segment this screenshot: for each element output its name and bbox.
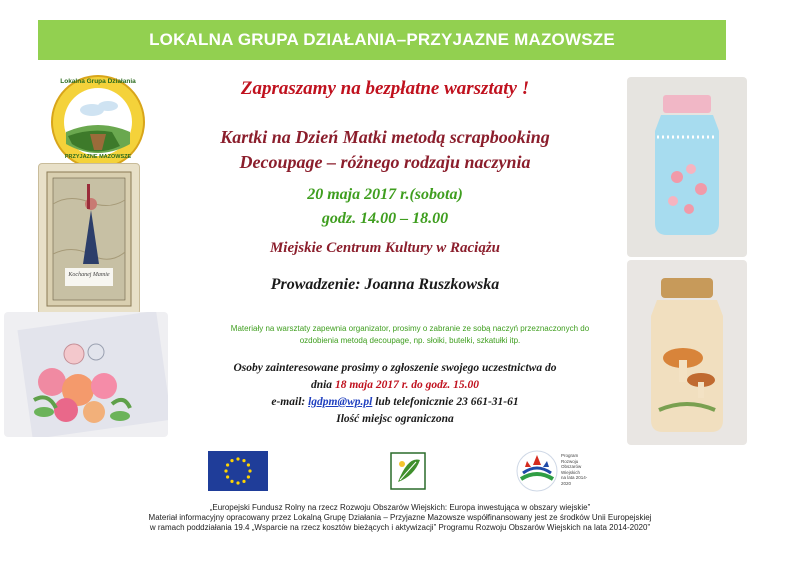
footer-line-3: w ramach poddziałania 19.4 „Wsparcie na rzecz kosztów bieżących i aktywizacji” Programu Rozwoju Obszarów Wiejskich na lata 2014-2020” [149, 523, 651, 532]
email-link[interactable]: lgdpm@wp.pl [308, 396, 373, 408]
workshop-topic-1: Kartki na Dzień Matki metodą scrapbooking [220, 127, 550, 147]
card-photo [38, 163, 140, 315]
logo-text-top: Lokalna Grupa Działania [60, 78, 136, 85]
jar-photo-mushroom [627, 260, 747, 445]
card-illustration [39, 164, 139, 314]
prow-text-3: Obszarów [561, 464, 582, 469]
prow-logo [515, 449, 595, 493]
email-label: e-mail: [271, 396, 306, 408]
footer-note [80, 503, 720, 533]
signup-deadline: 18 maja 2017 r. do godz. 15.00 [334, 379, 480, 391]
eu-flag [208, 451, 268, 491]
prow-text-5: na lata 2014-2020 [561, 475, 588, 486]
workshop-place: Miejskie Centrum Kultury w Raciążu [269, 240, 501, 256]
materials-line-1: Materiały na warsztaty zapewnia organizator, prosimy o zabranie ze sobą naczyń przeznaczonych do [230, 324, 590, 333]
signup-info [170, 360, 620, 428]
signup-date-prefix: dnia [310, 379, 333, 391]
header-title: LOKALNA GRUPA DZIAŁANIA–PRZYJAZNE MAZOWSZE [149, 30, 615, 49]
jar-photo-blue [627, 77, 747, 257]
prow-text [561, 453, 595, 486]
signup-line-2 [170, 377, 620, 394]
prow-text-4: Wiejskich [561, 469, 581, 475]
header-banner [38, 20, 726, 60]
jar-blue-illustration [627, 77, 747, 257]
workshop-topic-2: Decoupage – różnego rodzaju naczynia [239, 152, 531, 172]
workshop-topics [150, 125, 620, 175]
card-caption: Kochanej Mamie [68, 272, 110, 278]
workshop-date: 20 maja 2017 r.(sobota) [307, 186, 463, 203]
phone-text: lub telefonicznie 23 661-31-61 [375, 396, 519, 408]
prow-logo-icon [515, 449, 559, 493]
signup-contact [170, 394, 620, 411]
footer-line-2: Materiał informacyjny opracowany przez Lokalną Grupę Działania – Przyjazne Mazowsze współfinansowany jest ze środków Unii Europejskiej [148, 513, 652, 522]
flowers-illustration [4, 312, 168, 437]
leader-logo-icon [390, 452, 426, 490]
materials-note [160, 323, 660, 347]
leader-logo [390, 452, 426, 490]
limited-seats: Ilość miejsc ograniczona [336, 413, 454, 425]
prow-text-1: Program [561, 453, 579, 458]
workshop-host: Prowadzenie: Joanna Ruszkowska [270, 276, 500, 293]
lgd-logo [50, 74, 146, 170]
workshop-time: godz. 14.00 – 18.00 [321, 210, 449, 227]
signup-line-1: Osoby zainteresowane prosimy o zgłoszenie swojego uczestnictwa do [233, 362, 557, 374]
logo-text-bottom: PRZYJAZNE MAZOWSZE [64, 154, 132, 160]
jar-mushroom-illustration [627, 260, 747, 445]
workshop-when [150, 183, 620, 231]
invite-heading: Zapraszamy na bezpłatne warsztaty ! [240, 78, 530, 99]
eu-flag-icon [208, 451, 268, 491]
footer-line-1: „Europejski Fundusz Rolny na rzecz Rozwoju Obszarów Wiejskich: Europa inwestująca w obszary wiejskie” [209, 503, 591, 512]
flowers-photo [4, 312, 168, 437]
prow-text-2: Rozwoju [561, 458, 579, 464]
materials-line-2: ozdobienia metodą decoupage, np. słoiki, butelki, szkatułki itp. [299, 336, 521, 345]
